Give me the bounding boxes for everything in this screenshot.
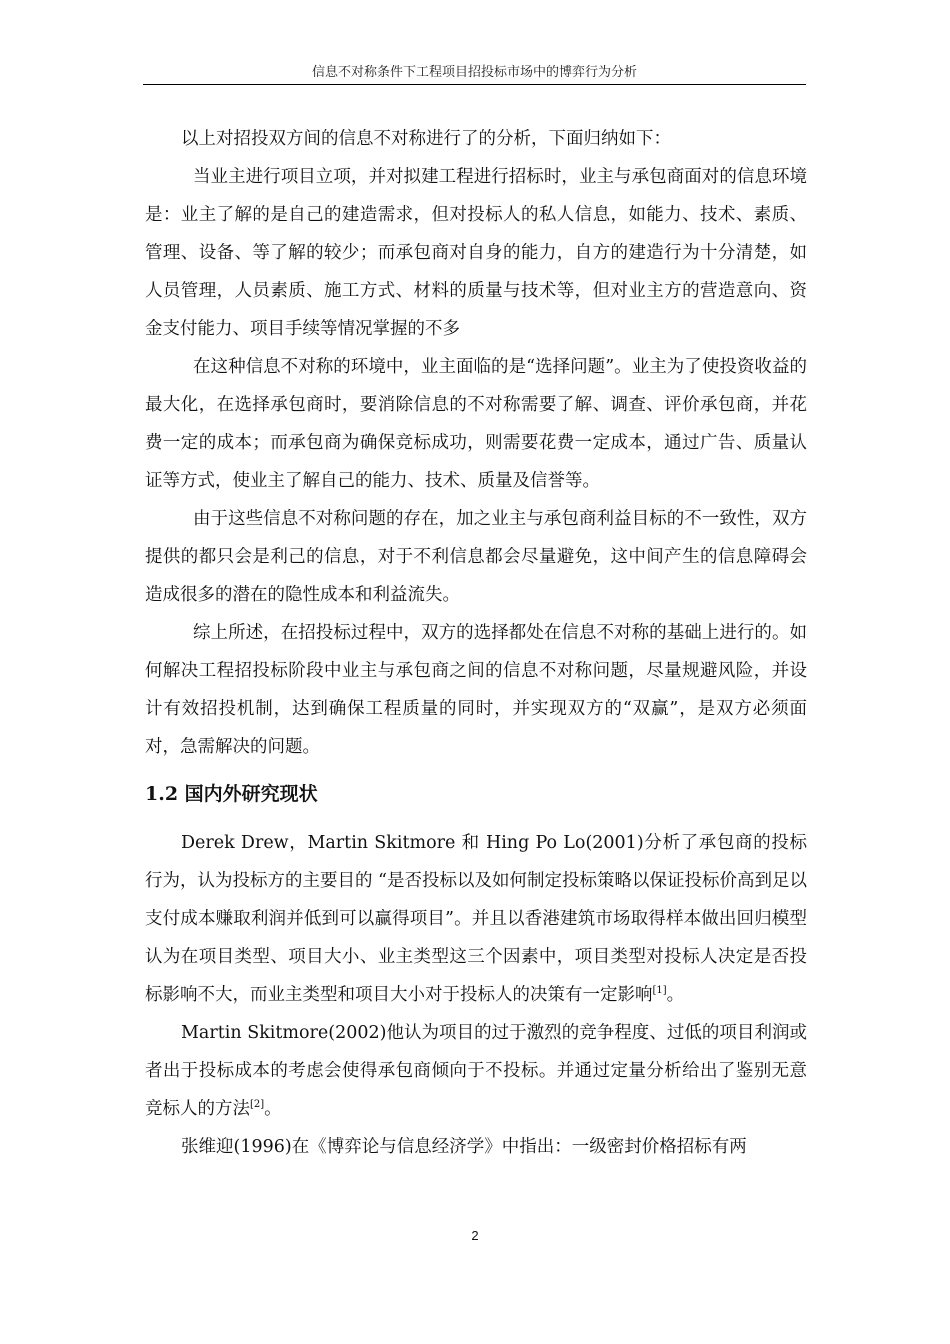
section-heading: 1.2 国内外研究现状: [145, 783, 318, 805]
paragraph-information-barrier: 由于这些信息不对称问题的存在，加之业主与承包商利益目标的不一致性，双方提供的都只会是利己的信息，对于不利信息都会尽量避免，这中间产生的信息障碍会造成很多的潜在的隐性成本和利益流失。: [145, 509, 807, 605]
research-tail: 。: [666, 985, 685, 1005]
research-text: Martin Skitmore(2002)他认为项目的过于激烈的竞争程度、过低的项目利润或者出于投标成本的考虑会使得承包商倾向于不投标。并通过定量分析给出了鉴别无意竞标人的方法: [145, 1023, 807, 1119]
paragraph-selection-problem: 在这种信息不对称的环境中，业主面临的是“选择问题”。业主为了使投资收益的最大化，在选择承包商时，要消除信息的不对称需要了解、调查、评价承包商，并花费一定的成本；而承包商为确保竞标成功，则需要花费一定成本，通过广告、质量认证等方式，使业主了解自己的能力、技术、质量及信誉等。: [145, 357, 807, 491]
paragraph-information-environment: 当业主进行项目立项，并对拟建工程进行招标时，业主与承包商面对的信息环境是：业主了解的是自己的建造需求，但对投标人的私人信息，如能力、技术、素质、管理、设备、等了解的较少；而承包商对自身的能力，自方的建造行为十分清楚，如人员管理，人员素质、施工方式、材料的质量与技术等，但对业主方的营造意向、资金支付能力、项目手续等情况掌握的不多: [145, 167, 807, 339]
header-divider: [143, 84, 806, 85]
page-number: 2: [471, 1228, 479, 1243]
research-text: 张维迎(1996)在《博弈论与信息经济学》中指出：一级密封价格招标有两: [181, 1137, 747, 1157]
paragraph-research-zhang: [145, 1128, 807, 1166]
paragraph-research-skitmore: [145, 1014, 807, 1128]
paragraph-conclusion: 综上所述，在招投标过程中，双方的选择都处在信息不对称的基础上进行的。如何解决工程招投标阶段中业主与承包商之间的信息不对称问题，尽量规避风险，并设计有效招投机制，达到确保工程质量的同时，并实现双方的“双赢”，是双方必须面对，急需解决的问题。: [145, 623, 807, 757]
paragraph-summary-intro: 以上对招投双方间的信息不对称进行了的分析，下面归纳如下：: [181, 129, 671, 149]
citation-ref: [1]: [652, 985, 667, 997]
research-tail: 。: [264, 1099, 282, 1119]
paragraph-research-drew: [145, 824, 807, 1014]
running-header: 信息不对称条件下工程项目招投标市场中的博弈行为分析: [311, 65, 637, 80]
research-text: Derek Drew，Martin Skitmore 和 Hing Po Lo(2001)分析了承包商的投标行为，认为投标方的主要目的 “是否投标以及如何制定投标策略以保证投标价高到足以支付成本赚取利润并低到可以赢得项目”。并且以香港建筑市场取得样本做出回归模型认为在项目类型、项目大小、业主类型这三个因素中，项目类型对投标人决定是否投标影响不大，而业主类型和项目大小对于投标人的决策有一定影响: [145, 833, 808, 1005]
document-body: [145, 120, 807, 1166]
citation-ref: [2]: [250, 1099, 265, 1111]
